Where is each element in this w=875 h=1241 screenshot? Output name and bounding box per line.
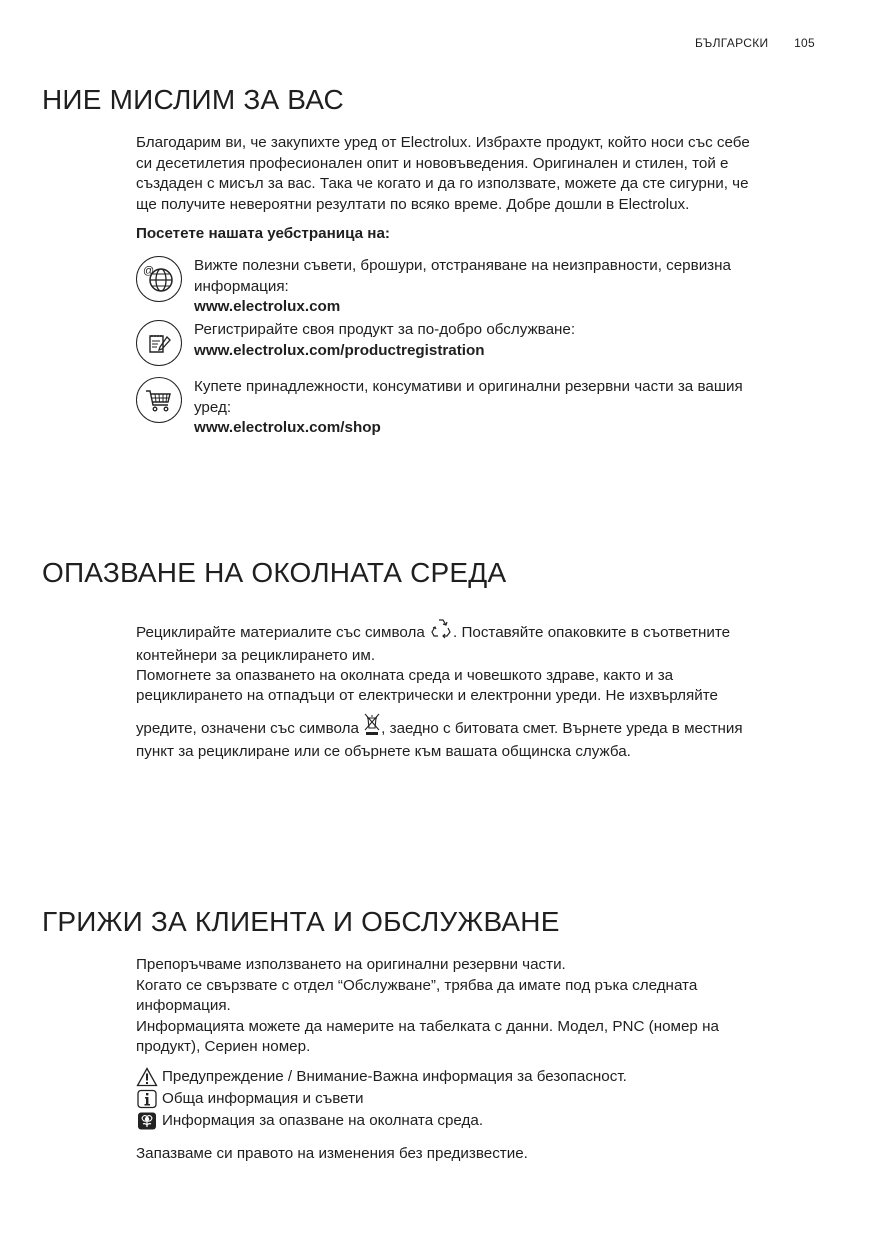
- customer-care-text: Когато се свързвате с отдел “Обслужване”, трябва да имате под ръка следната: [136, 976, 698, 994]
- warning-icon: [136, 1067, 158, 1087]
- customer-care-text: информация.: [136, 997, 231, 1014]
- link-description: Вижте полезни съвети, брошури, отстраняване на неизправности, сервизна: [194, 257, 731, 274]
- info-icon: [136, 1089, 158, 1109]
- visit-website-label: Посетете нашата уебстраница на:: [136, 225, 390, 242]
- customer-care-text: Информацията можете да намерите на табелката с данни. Модел, PNC (номер на: [136, 1017, 719, 1035]
- language-label: БЪЛГАРСКИ: [695, 36, 769, 50]
- legend-item-warning: [136, 1066, 627, 1088]
- intro-line: Благодарим ви, че закупихте уред от Electrolux. Избрахте продукт, който носи със себе: [136, 134, 750, 151]
- svg-text:@: @: [143, 265, 155, 277]
- environment-text: Рециклирайте материалите със символа: [136, 624, 425, 641]
- link-row-registration: [136, 320, 826, 366]
- environment-text: , заедно с битовата смет. Върнете уреда в местния: [381, 720, 743, 737]
- link-description: уред:: [194, 398, 232, 416]
- globe-icon: [136, 256, 182, 302]
- environment-text: пункт за рециклиране или се обърнете към вашата общинска служба.: [136, 743, 631, 760]
- legend-text: Предупреждение / Внимание-Важна информация за безопасност.: [162, 1068, 627, 1085]
- customer-care-paragraph: [136, 955, 826, 1058]
- legend-text: Обща информация и съвети: [162, 1090, 364, 1107]
- link-description: Регистрирайте своя продукт за по-добро обслужване:: [194, 321, 576, 338]
- registration-icon: [136, 320, 182, 366]
- symbol-legend: [136, 1066, 627, 1132]
- customer-care-text: продукт), Сериен номер.: [136, 1038, 311, 1055]
- section-title-we-think-of-you: НИЕ МИСЛИМ ЗА ВАС: [42, 84, 344, 115]
- environment-icon: [136, 1111, 158, 1131]
- intro-line: създаден с мисъл за вас. Така че когато и да го използвате, можете да сте сигурни, че: [136, 175, 749, 192]
- link-url-shop[interactable]: www.electrolux.com/shop: [194, 419, 381, 436]
- crossed-bin-icon: [363, 712, 381, 742]
- link-description: информация:: [194, 277, 289, 295]
- environment-text: уредите, означени със символа: [136, 720, 359, 737]
- environment-text: . Поставяйте опаковките в съответните: [453, 624, 731, 641]
- page-header: [695, 36, 815, 50]
- intro-line: си десетилетия професионален опит и нововъведения. Оригинален и стилен, той е: [136, 154, 729, 172]
- link-row-shop: [136, 377, 826, 439]
- section-title-environment: ОПАЗВАНЕ НА ОКОЛНАТА СРЕДА: [42, 557, 507, 588]
- footer-note: Запазваме си правото на изменения без предизвестие.: [136, 1145, 528, 1162]
- page-number: 105: [794, 36, 815, 50]
- environment-text: рециклирането на отпадъци от електрически и електронни уреди. Не изхвърляйте: [136, 687, 718, 704]
- customer-care-text: Препоръчваме използването на оригинални резервни части.: [136, 956, 566, 973]
- link-url-product-registration[interactable]: www.electrolux.com/productregistration: [194, 341, 485, 359]
- shopping-cart-icon: [136, 377, 182, 423]
- environment-text: контейнери за рециклирането им.: [136, 647, 376, 664]
- legend-text: Информация за опазване на околната среда.: [162, 1112, 484, 1129]
- environment-paragraph: [136, 610, 826, 762]
- intro-line: ще получите невероятни резултати по всяко време. Добре дошли в Electrolux.: [136, 195, 690, 213]
- section-title-customer-care: ГРИЖИ ЗА КЛИЕНТА И ОБСЛУЖВАНЕ: [42, 906, 560, 937]
- recycle-icon: [429, 616, 453, 646]
- legend-item-environment: [136, 1110, 627, 1132]
- environment-text: Помогнете за опазването на околната среда и човешкото здраве, както и за: [136, 667, 674, 684]
- link-row-support: [136, 256, 826, 318]
- link-description: Купете принадлежности, консумативи и оригинални резервни части за вашия: [194, 378, 743, 395]
- legend-item-info: [136, 1088, 627, 1110]
- link-url-electrolux[interactable]: www.electrolux.com: [194, 298, 341, 315]
- intro-paragraph: [136, 133, 826, 215]
